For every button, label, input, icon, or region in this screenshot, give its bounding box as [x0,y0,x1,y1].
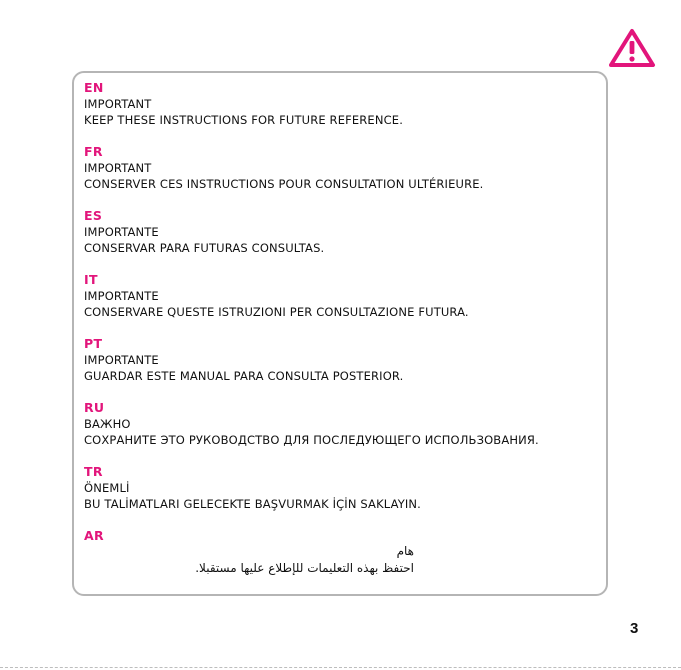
language-code: IT [84,272,98,287]
heading-line: هام [396,544,414,558]
heading-line: ВАЖНО [84,417,131,431]
section-es [84,208,604,256]
instruction-line: KEEP THESE INSTRUCTIONS FOR FUTURE REFERENCE. [84,113,404,127]
heading-line: IMPORTANT [84,97,152,111]
instruction-line: СОХРАНИТЕ ЭТО РУКОВОДСТВО ДЛЯ ПОСЛЕДУЮЩЕГО ИСПОЛЬЗОВАНИЯ. [84,433,539,447]
section-ru [84,400,604,448]
page-number: 3 [630,620,639,637]
section-ar [84,528,604,544]
section-tr [84,464,604,512]
section-fr [84,144,604,192]
warning-triangle-icon [608,28,656,68]
language-code: PT [84,336,103,351]
language-code: AR [84,528,104,543]
section-it [84,272,604,320]
instruction-line: CONSERVAR PARA FUTURAS CONSULTAS. [84,241,325,255]
instruction-line: GUARDAR ESTE MANUAL PARA CONSULTA POSTERIOR. [84,369,404,383]
heading-line: IMPORTANTE [84,353,159,367]
language-code: EN [84,80,104,95]
language-code: ES [84,208,103,223]
instruction-line: CONSERVARE QUESTE ISTRUZIONI PER CONSULTAZIONE FUTURA. [84,305,469,319]
heading-line: IMPORTANTE [84,289,159,303]
instruction-line: CONSERVER CES INSTRUCTIONS POUR CONSULTATION ULTÉRIEURE. [84,177,484,191]
language-code: TR [84,464,103,479]
heading-line: IMPORTANTE [84,225,159,239]
section-en [84,80,604,128]
section-ar-text [84,543,414,577]
footer-rule [0,667,681,668]
heading-line: ÖNEMLİ [84,481,130,495]
heading-line: IMPORTANT [84,161,152,175]
instruction-line: BU TALİMATLARI GELECEKTE BAŞVURMAK İÇİN SAKLAYIN. [84,497,421,511]
language-code: RU [84,400,105,415]
language-code: FR [84,144,103,159]
instructions-box [72,71,608,596]
instruction-line: احتفظ بهذه التعليمات للإطلاع عليها مستقبلا. [195,561,414,575]
section-pt [84,336,604,384]
